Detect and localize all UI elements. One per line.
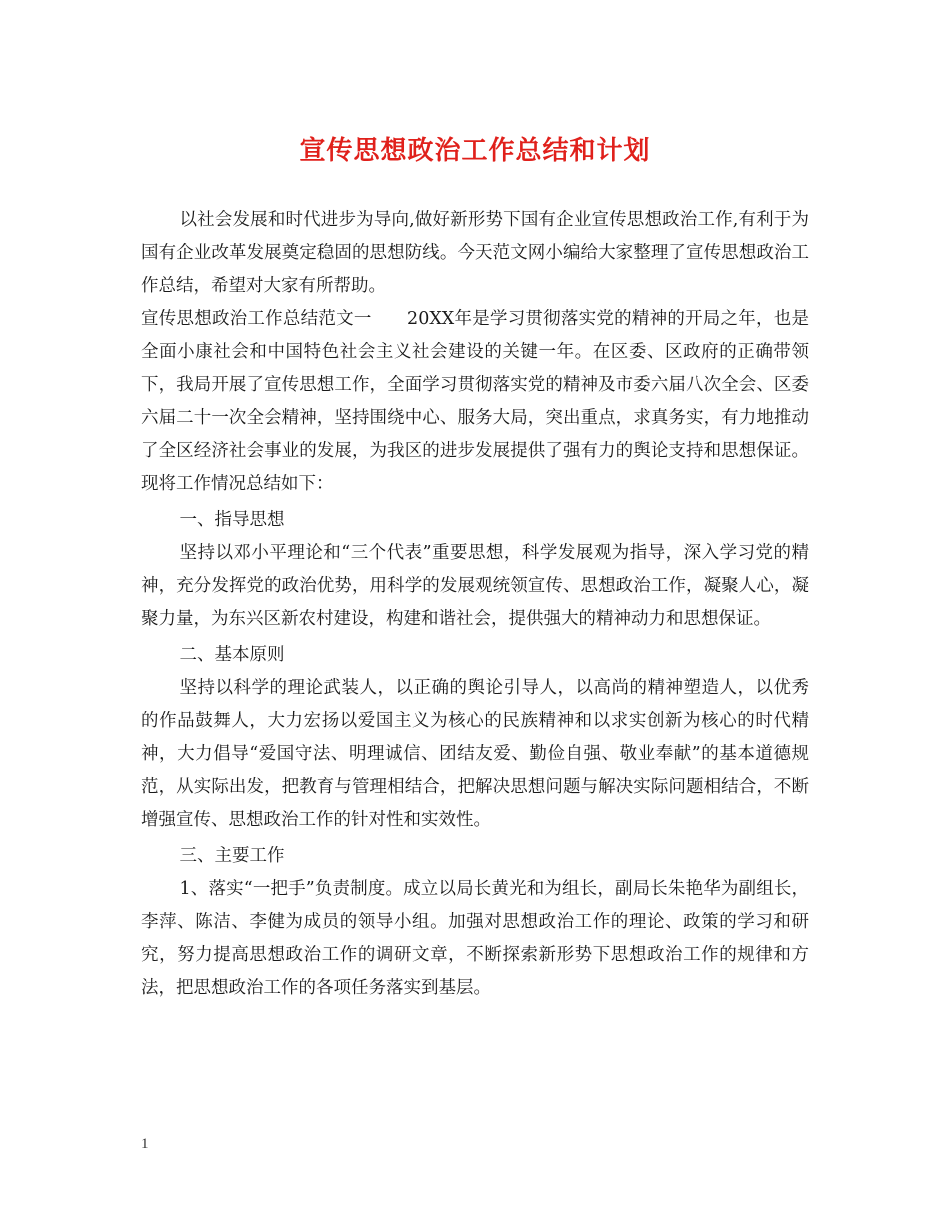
section-heading-guiding-thought: 一、指导思想 (179, 510, 285, 530)
document-body (141, 204, 809, 1005)
section-heading-main-work: 三、主要工作 (179, 846, 285, 866)
intro-paragraph: 以社会发展和时代进步为导向,做好新形势下国有企业宣传思想政治工作,有利于为国有企业改革发展奠定稳固的思想防线。今天范文网小编给大家整理了宣传思想政治工作总结，希望对大家有所帮助。 (141, 210, 809, 296)
basic-principles-paragraph: 坚持以科学的理论武装人，以正确的舆论引导人，以高尚的精神塑造人，以优秀的作品鼓舞人，大力宏扬以爱国主义为核心的民族精神和以求实创新为核心的时代精神，大力倡导“爱国守法、明理诚信、团结友爱、勤俭自强、敬业奉献”的基本道德规范，从实际出发，把教育与管理相结合，把解决思想问题与解决实际问题相结合，不断增强宣传、思想政治工作的针对性和实效性。 (141, 678, 809, 830)
guiding-thought-paragraph: 坚持以邓小平理论和“三个代表”重要思想，科学发展观为指导，深入学习党的精神，充分发挥党的政治优势，用科学的发展观统领宣传、思想政治工作，凝聚人心，凝聚力量，为东兴区新农村建设，构建和谐社会，提供强大的精神动力和思想保证。 (141, 543, 809, 629)
section-heading-basic-principles: 二、基本原则 (179, 645, 285, 665)
page-title: 宣传思想政治工作总结和计划 (299, 136, 651, 166)
sample-paragraph: 宣传思想政治工作总结范文一 20XX年是学习贯彻落实党的精神的开局之年，也是全面小康社会和中国特色社会主义社会建设的关键一年。在区委、区政府的正确带领下，我局开展了宣传思想工作，全面学习贯彻落实党的精神及市委六届八次全会、区委六届二十一次全会精神，坚持围绕中心、服务大局，突出重点，求真务实，有力地推动了全区经济社会事业的发展，为我区的进步发展提供了强有力的舆论支持和思想保证。现将工作情况总结如下： (141, 309, 809, 494)
main-work-paragraph: 1、落实“一把手”负责制度。成立以局长黄光和为组长，副局长朱艳华为副组长，李萍、陈洁、李健为成员的领导小组。加强对思想政治工作的理论、政策的学习和研究，努力提高思想政治工作的调研文章，不断探索新形势下思想政治工作的规律和方法，把思想政治工作的各项任务落实到基层。 (141, 879, 809, 998)
page-number: 1 (141, 1136, 149, 1152)
